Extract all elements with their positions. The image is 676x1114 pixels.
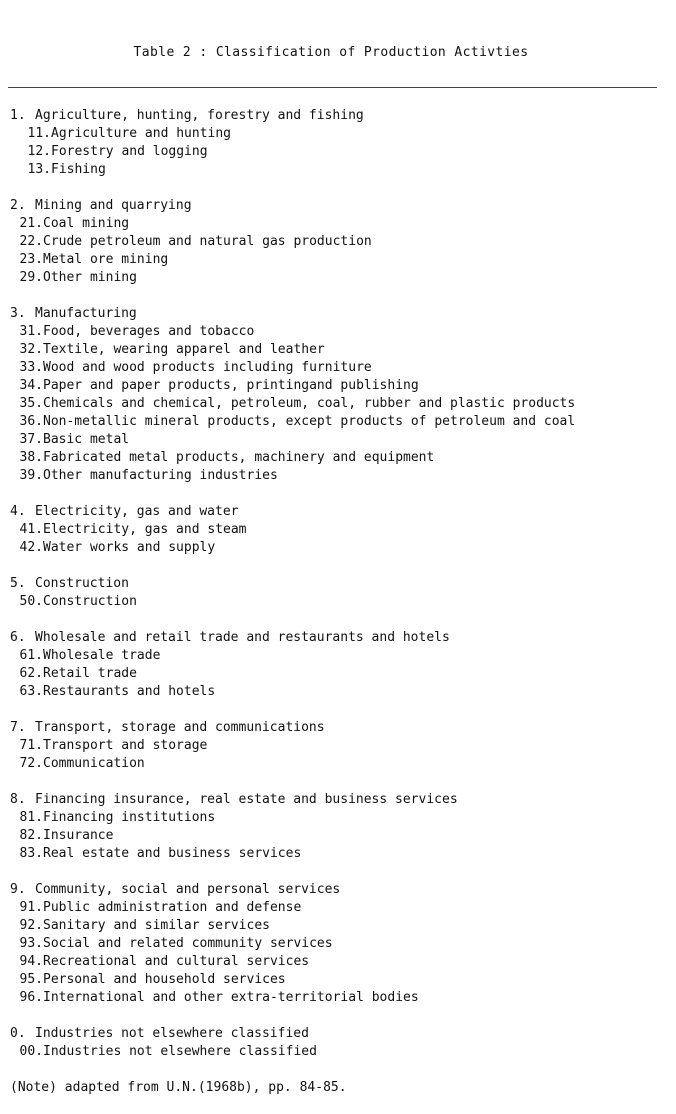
subcategory-item <box>10 323 670 341</box>
subcategory-label: Agriculture and hunting <box>51 126 232 141</box>
category-label: Agriculture, hunting, forestry and fishing <box>35 108 364 123</box>
subcategory-code: 61. <box>19 648 43 663</box>
category-code: 1. <box>10 108 26 123</box>
subcategory-item <box>10 593 670 611</box>
subcategory-label: Restaurants and hotels <box>43 684 216 699</box>
subcategory-code: 50. <box>19 594 43 609</box>
category-code: 7. <box>10 720 26 735</box>
subcategory-code: 38. <box>19 450 43 465</box>
subcategory-label: Coal mining <box>43 216 130 231</box>
subcategory-code: 21. <box>19 216 43 231</box>
category-code: 3. <box>10 306 26 321</box>
subcategory-label: Real estate and business services <box>43 846 302 861</box>
subcategory-label: International and other extra-territorial bodies <box>43 990 419 1005</box>
subcategory-label: Financing institutions <box>43 810 216 825</box>
subcategory-code: 13. <box>27 162 51 177</box>
subcategory-item <box>10 683 670 701</box>
subcategory-code: 94. <box>19 954 43 969</box>
subcategory-item <box>10 899 670 917</box>
subcategory-item <box>10 161 670 179</box>
subcategory-item <box>10 827 670 845</box>
subcategory-item <box>10 395 670 413</box>
subcategory-code: 36. <box>19 414 43 429</box>
subcategory-item <box>10 359 670 377</box>
subcategory-item <box>10 251 670 269</box>
subcategory-label: Basic metal <box>43 432 130 447</box>
subcategory-code: 96. <box>19 990 43 1005</box>
subcategory-item <box>10 449 670 467</box>
subcategory-label: Construction <box>43 594 137 609</box>
subcategory-code: 72. <box>19 756 43 771</box>
subcategory-label: Industries not elsewhere classified <box>43 1044 317 1059</box>
category-label: Electricity, gas and water <box>35 504 239 519</box>
subcategory-code: 62. <box>19 666 43 681</box>
category-heading <box>10 107 670 125</box>
subcategory-code: 91. <box>19 900 43 915</box>
subcategory-code: 81. <box>19 810 43 825</box>
category-label: Community, social and personal services <box>35 882 341 897</box>
subcategory-item <box>10 953 670 971</box>
category-heading <box>10 305 670 323</box>
section-spacer <box>10 287 670 305</box>
section-spacer <box>10 611 670 629</box>
subcategory-item <box>10 1043 670 1061</box>
subcategory-label: Crude petroleum and natural gas production <box>43 234 372 249</box>
subcategory-label: Social and related community services <box>43 936 333 951</box>
subcategory-item <box>10 647 670 665</box>
subcategory-label: Fishing <box>51 162 106 177</box>
subcategory-label: Chemicals and chemical, petroleum, coal, rubber and plastic products <box>43 396 576 411</box>
subcategory-code: 71. <box>19 738 43 753</box>
title-divider <box>8 87 657 88</box>
subcategory-code: 42. <box>19 540 43 555</box>
subcategory-code: 00. <box>19 1044 43 1059</box>
category-code: 9. <box>10 882 26 897</box>
category-label: Construction <box>35 576 129 591</box>
subcategory-code: 82. <box>19 828 43 843</box>
category-code: 0. <box>10 1026 26 1041</box>
subcategory-label: Recreational and cultural services <box>43 954 310 969</box>
subcategory-label: Wholesale trade <box>43 648 161 663</box>
subcategory-code: 29. <box>19 270 43 285</box>
subcategory-code: 34. <box>19 378 43 393</box>
subcategory-code: 12. <box>27 144 51 159</box>
subcategory-label: Public administration and defense <box>43 900 302 915</box>
category-label: Financing insurance, real estate and business services <box>35 792 458 807</box>
subcategory-item <box>10 989 670 1007</box>
subcategory-label: Wood and wood products including furniture <box>43 360 372 375</box>
category-code: 8. <box>10 792 26 807</box>
category-heading <box>10 881 670 899</box>
subcategory-label: Metal ore mining <box>43 252 169 267</box>
subcategory-code: 41. <box>19 522 43 537</box>
section-spacer <box>10 1007 670 1025</box>
subcategory-item <box>10 737 670 755</box>
subcategory-code: 31. <box>19 324 43 339</box>
subcategory-label: Forestry and logging <box>51 144 208 159</box>
subcategory-label: Sanitary and similar services <box>43 918 270 933</box>
subcategory-code: 23. <box>19 252 43 267</box>
subcategory-item <box>10 125 670 143</box>
subcategory-label: Paper and paper products, printingand publishing <box>43 378 419 393</box>
category-heading <box>10 629 670 647</box>
subcategory-item <box>10 809 670 827</box>
category-code: 6. <box>10 630 26 645</box>
table-title: Table 2 : Classification of Production Activties <box>133 45 529 60</box>
subcategory-label: Personal and household services <box>43 972 286 987</box>
subcategory-label: Electricity, gas and steam <box>43 522 247 537</box>
category-code: 2. <box>10 198 26 213</box>
subcategory-label: Retail trade <box>43 666 137 681</box>
category-label: Transport, storage and communications <box>35 720 325 735</box>
subcategory-code: 35. <box>19 396 43 411</box>
category-label: Wholesale and retail trade and restaurants and hotels <box>35 630 450 645</box>
category-heading <box>10 575 670 593</box>
subcategory-item <box>10 377 670 395</box>
subcategory-code: 22. <box>19 234 43 249</box>
source-note: (Note) adapted from U.N.(1968b), pp. 84-85. <box>10 1080 347 1095</box>
section-spacer <box>10 701 670 719</box>
subcategory-code: 39. <box>19 468 43 483</box>
section-spacer <box>10 863 670 881</box>
subcategory-code: 63. <box>19 684 43 699</box>
subcategory-label: Fabricated metal products, machinery and equipment <box>43 450 435 465</box>
subcategory-label: Transport and storage <box>43 738 208 753</box>
subcategory-item <box>10 269 670 287</box>
category-label: Manufacturing <box>35 306 137 321</box>
subcategory-item <box>10 215 670 233</box>
category-heading <box>10 197 670 215</box>
category-heading <box>10 719 670 737</box>
subcategory-item <box>10 413 670 431</box>
subcategory-label: Non-metallic mineral products, except products of petroleum and coal <box>43 414 576 429</box>
subcategory-label: Water works and supply <box>43 540 216 555</box>
subcategory-code: 83. <box>19 846 43 861</box>
subcategory-item <box>10 971 670 989</box>
category-label: Mining and quarrying <box>35 198 192 213</box>
classification-list <box>10 107 670 1061</box>
section-spacer <box>10 773 670 791</box>
subcategory-item <box>10 935 670 953</box>
subcategory-code: 32. <box>19 342 43 357</box>
subcategory-item <box>10 539 670 557</box>
subcategory-code: 92. <box>19 918 43 933</box>
category-heading <box>10 1025 670 1043</box>
subcategory-code: 95. <box>19 972 43 987</box>
subcategory-item <box>10 341 670 359</box>
section-spacer <box>10 179 670 197</box>
subcategory-code: 33. <box>19 360 43 375</box>
subcategory-item <box>10 467 670 485</box>
section-spacer <box>10 485 670 503</box>
subcategory-item <box>10 431 670 449</box>
category-code: 5. <box>10 576 26 591</box>
subcategory-label: Other mining <box>43 270 137 285</box>
subcategory-label: Food, beverages and tobacco <box>43 324 255 339</box>
subcategory-code: 93. <box>19 936 43 951</box>
subcategory-item <box>10 143 670 161</box>
category-code: 4. <box>10 504 26 519</box>
subcategory-item <box>10 845 670 863</box>
subcategory-code: 11. <box>27 126 51 141</box>
category-heading <box>10 503 670 521</box>
category-label: Industries not elsewhere classified <box>35 1026 309 1041</box>
subcategory-label: Textile, wearing apparel and leather <box>43 342 325 357</box>
subcategory-item <box>10 755 670 773</box>
subcategory-item <box>10 521 670 539</box>
subcategory-label: Other manufacturing industries <box>43 468 278 483</box>
subcategory-label: Insurance <box>43 828 114 843</box>
subcategory-item <box>10 917 670 935</box>
subcategory-item <box>10 233 670 251</box>
section-spacer <box>10 557 670 575</box>
subcategory-code: 37. <box>19 432 43 447</box>
subcategory-item <box>10 665 670 683</box>
category-heading <box>10 791 670 809</box>
subcategory-label: Communication <box>43 756 145 771</box>
